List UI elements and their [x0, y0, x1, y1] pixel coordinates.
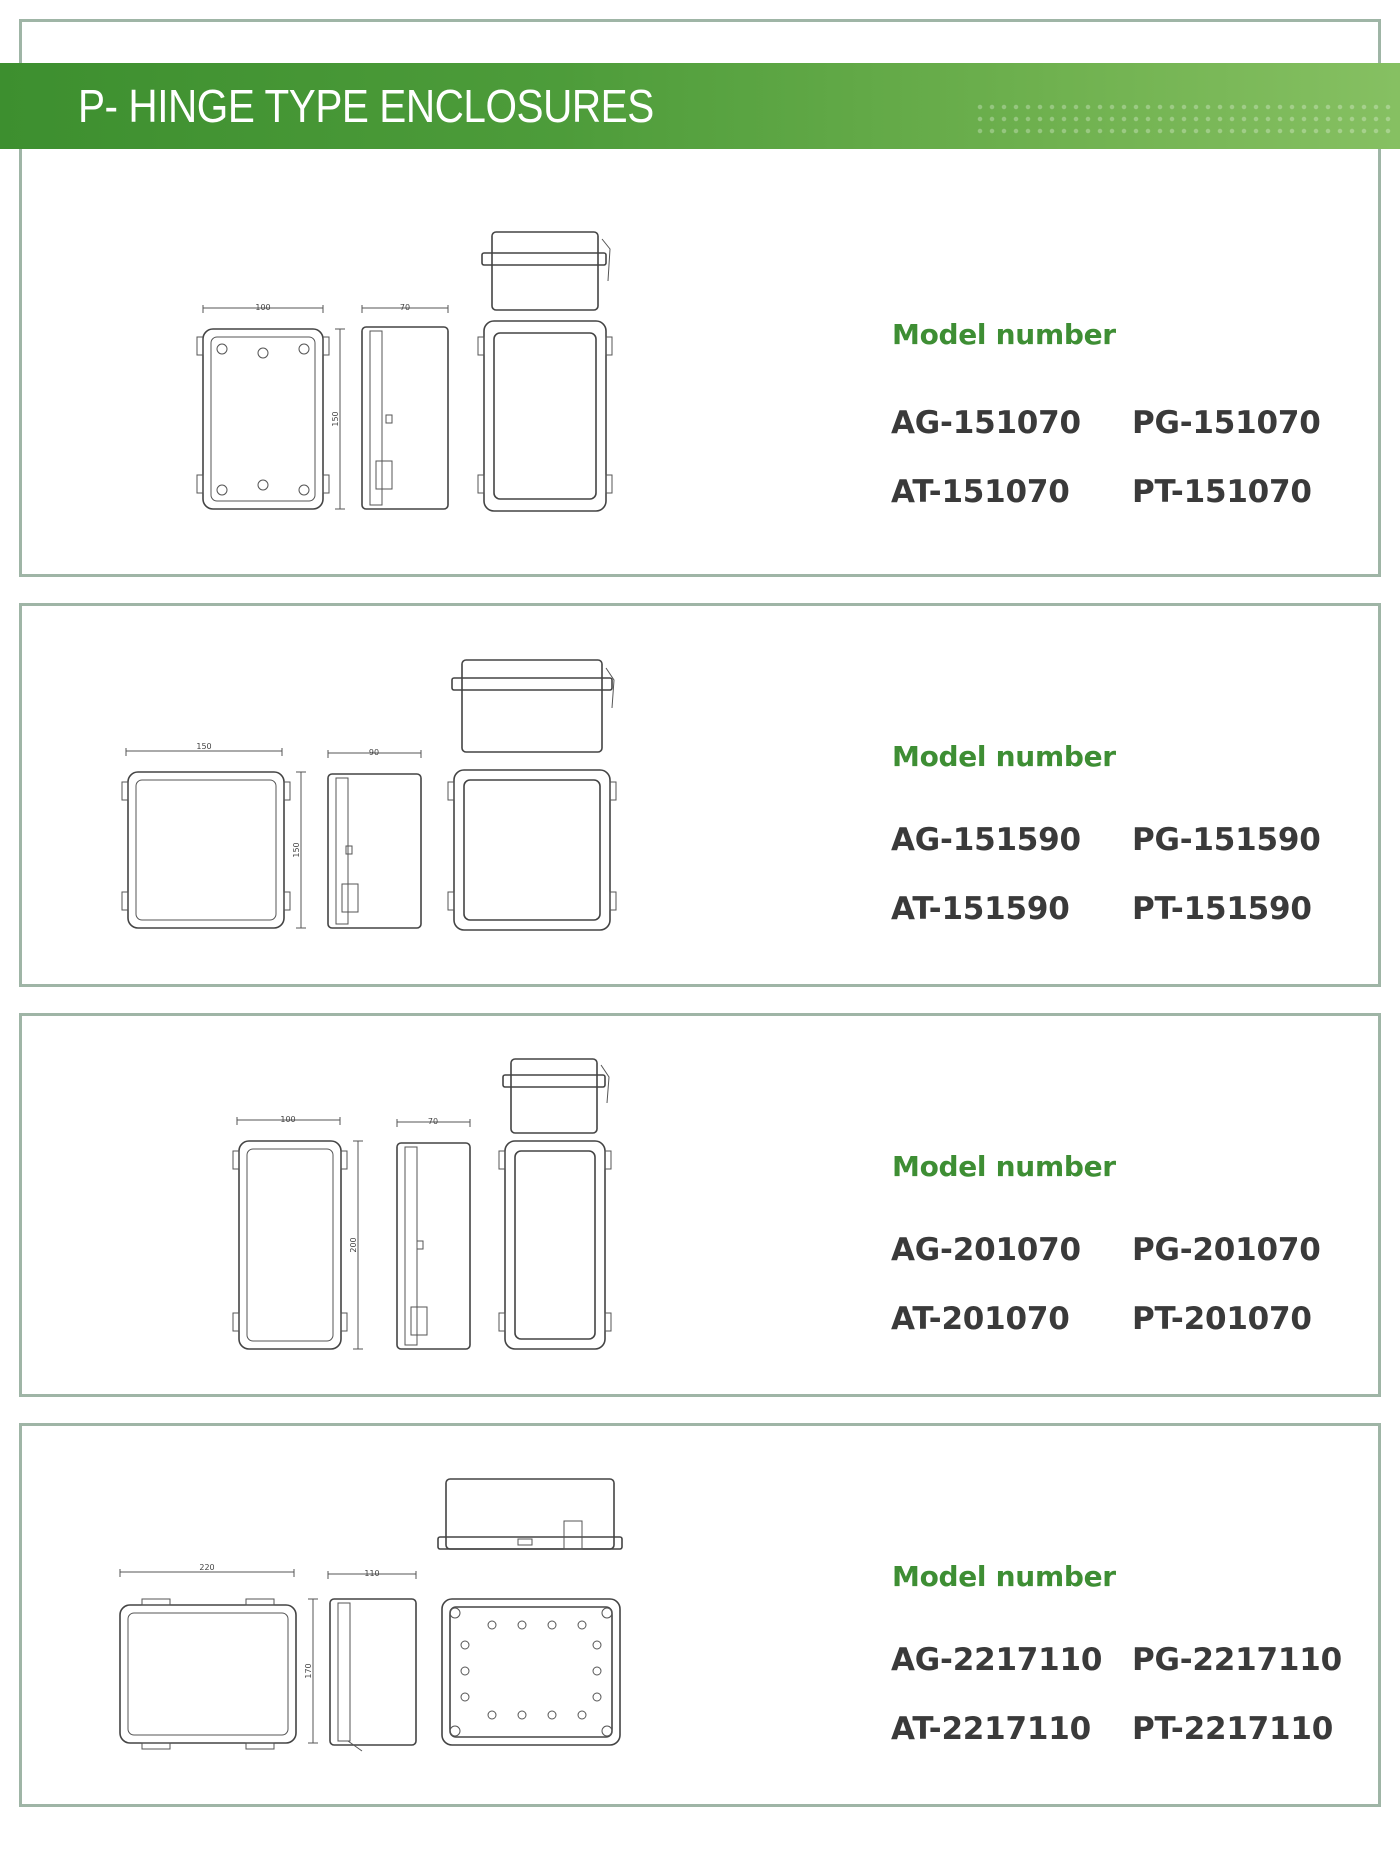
front-height-label: 170	[304, 1663, 313, 1679]
model-code: AT-151590	[891, 891, 1070, 927]
front-height-label: 150	[331, 411, 340, 427]
side-view	[362, 303, 448, 509]
technical-drawing-1	[190, 225, 630, 515]
lid-view	[478, 321, 612, 511]
side-view	[328, 1569, 416, 1751]
front-height-label: 150	[292, 842, 301, 858]
front-view	[122, 742, 306, 928]
side-view	[397, 1117, 470, 1349]
technical-drawing-3	[225, 1055, 625, 1355]
model-code: AG-2217110	[891, 1642, 1103, 1678]
model-code: PT-151590	[1132, 891, 1312, 927]
side-depth-label: 90	[368, 748, 380, 757]
model-code: PG-2217110	[1132, 1642, 1343, 1678]
model-code: PG-151070	[1132, 405, 1321, 441]
model-number-heading: Model number	[892, 740, 1116, 773]
side-depth-label: 70	[427, 1117, 439, 1126]
front-height-label: 200	[349, 1237, 358, 1253]
front-width-label: 220	[199, 1563, 215, 1572]
front-view	[120, 1563, 318, 1749]
top-view	[503, 1059, 609, 1133]
technical-drawing-4	[112, 1475, 632, 1760]
front-width-label: 100	[280, 1115, 296, 1124]
model-code: AT-151070	[891, 474, 1070, 510]
model-code: PG-201070	[1132, 1232, 1321, 1268]
model-code: AT-2217110	[891, 1711, 1092, 1747]
page-title: P- HINGE TYPE ENCLOSURES	[78, 80, 654, 132]
top-view	[438, 1479, 622, 1549]
side-depth-label: 70	[399, 303, 411, 312]
lid-view	[499, 1141, 611, 1349]
model-number-heading: Model number	[892, 318, 1116, 351]
front-width-label: 150	[196, 742, 212, 751]
technical-drawing-2	[118, 658, 628, 938]
model-code: PT-201070	[1132, 1301, 1312, 1337]
model-code: AT-201070	[891, 1301, 1070, 1337]
lid-view	[442, 1599, 620, 1745]
front-width-label: 100	[255, 303, 271, 312]
side-view	[328, 748, 421, 928]
lid-view	[448, 770, 616, 930]
title-banner	[0, 63, 1400, 149]
model-number-heading: Model number	[892, 1150, 1116, 1183]
front-view	[233, 1115, 363, 1349]
banner-dot-pattern	[974, 101, 1394, 139]
model-code: PT-151070	[1132, 474, 1312, 510]
product-panel-3	[19, 1013, 1381, 1397]
model-code: AG-151070	[891, 405, 1081, 441]
model-number-heading: Model number	[892, 1560, 1116, 1593]
model-code: PG-151590	[1132, 822, 1321, 858]
top-view	[452, 660, 614, 752]
front-view	[197, 303, 345, 509]
side-depth-label: 110	[364, 1569, 380, 1578]
model-code: AG-201070	[891, 1232, 1081, 1268]
model-code: AG-151590	[891, 822, 1081, 858]
model-code: PT-2217110	[1132, 1711, 1334, 1747]
top-view	[482, 232, 610, 310]
